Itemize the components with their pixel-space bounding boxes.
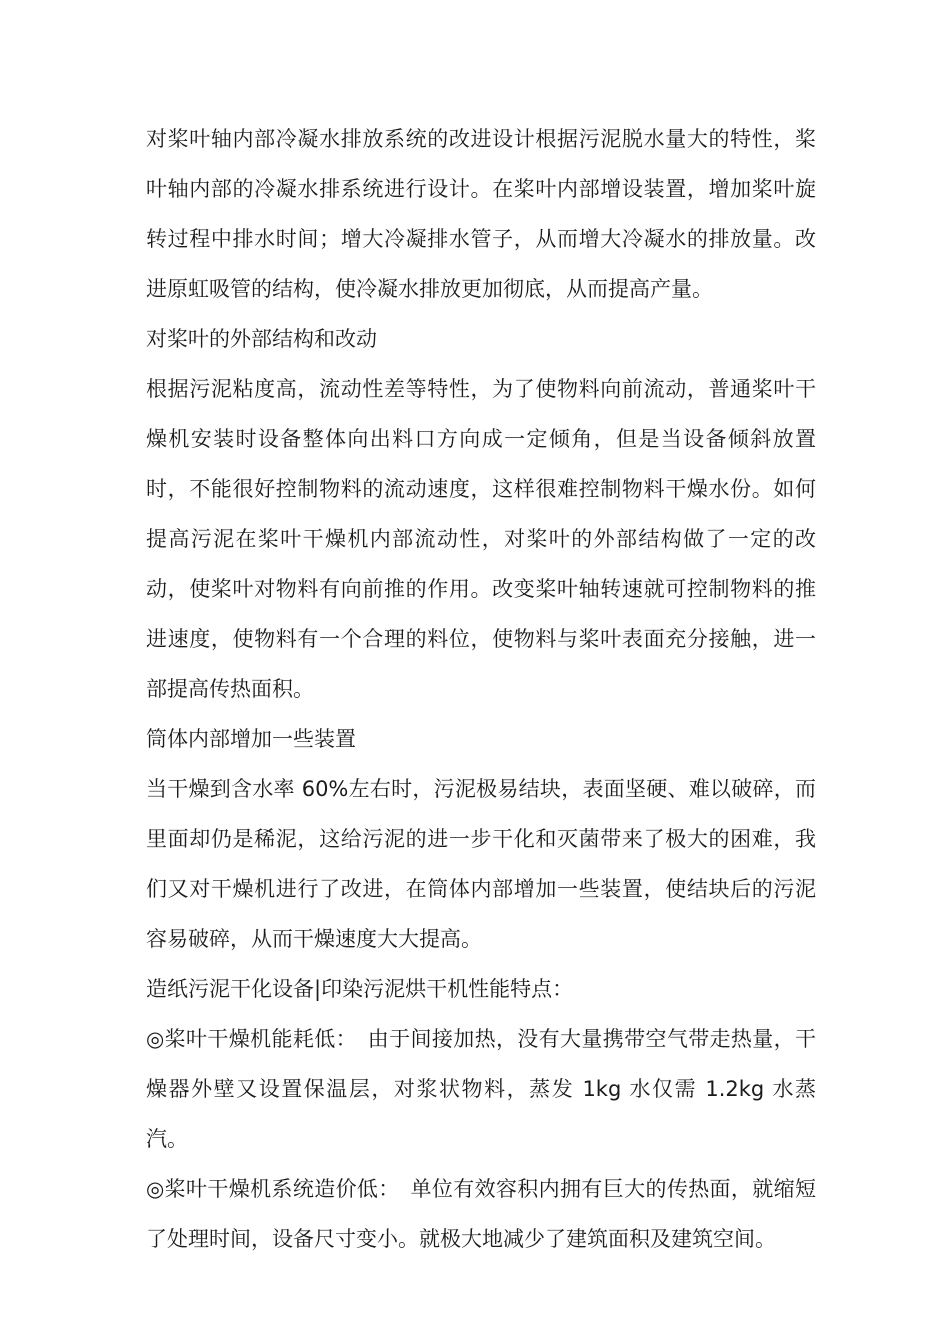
paragraph-paddle-shaft-condensate: 对桨叶轴内部冷凝水排放系统的改进设计根据污泥脱水量大的特性，桨叶轴内部的冷凝水排系统进行设计。在桨叶内部增设装置，增加桨叶旋转过程中排水时间；增大冷凝排水管子，从而增大冷凝水的排放量。改进原虹吸管的结构，使冷凝水排放更加彻底，从而提高产量。 [146,127,816,301]
paragraph-sludge-flow: 根据污泥粘度高，流动性差等特性，为了使物料向前流动，普通桨叶干燥机安装时设备整体向出料口方向成一定倾角，但是当设备倾斜放置时，不能很好控制物料的流动速度，这样很难控制物料干燥水份。如何提高污泥在桨叶干燥机内部流动性，对桨叶的外部结构做了一定的改动，使桨叶对物料有向前推的作用。改变桨叶轴转速就可控制物料的推进速度，使物料有一个合理的料位，使物料与桨叶表面充分接触，进一部提高传热面积。 [146,377,816,701]
paragraph-low-energy: ◎桨叶干燥机能耗低： 由于间接加热，没有大量携带空气带走热量，干燥器外壁又设置保温层，对浆状物料，蒸发 1kg 水仅需 1.2kg 水蒸汽。 [146,1027,816,1151]
paragraph-low-cost: ◎桨叶干燥机系统造价低： 单位有效容积内拥有巨大的传热面，就缩短了处理时间，设备尺寸变小。就极大地减少了建筑面积及建筑空间。 [146,1177,816,1251]
heading-cylinder-devices: 筒体内部增加一些装置 [146,727,356,751]
paragraph-sludge-caking: 当干燥到含水率 60%左右时，污泥极易结块，表面坚硬、难以破碎，而里面却仍是稀泥，这给污泥的进一步干化和灭菌带来了极大的困难，我们又对干燥机进行了改进，在筒体内部增加一些装置，使结块后的污泥容易破碎，从而干燥速度大大提高。 [146,777,816,951]
document-body [146,114,816,1264]
heading-paddle-external-structure: 对桨叶的外部结构和改动 [146,327,377,351]
heading-performance-features: 造纸污泥干化设备|印染污泥烘干机性能特点： [146,977,574,1001]
